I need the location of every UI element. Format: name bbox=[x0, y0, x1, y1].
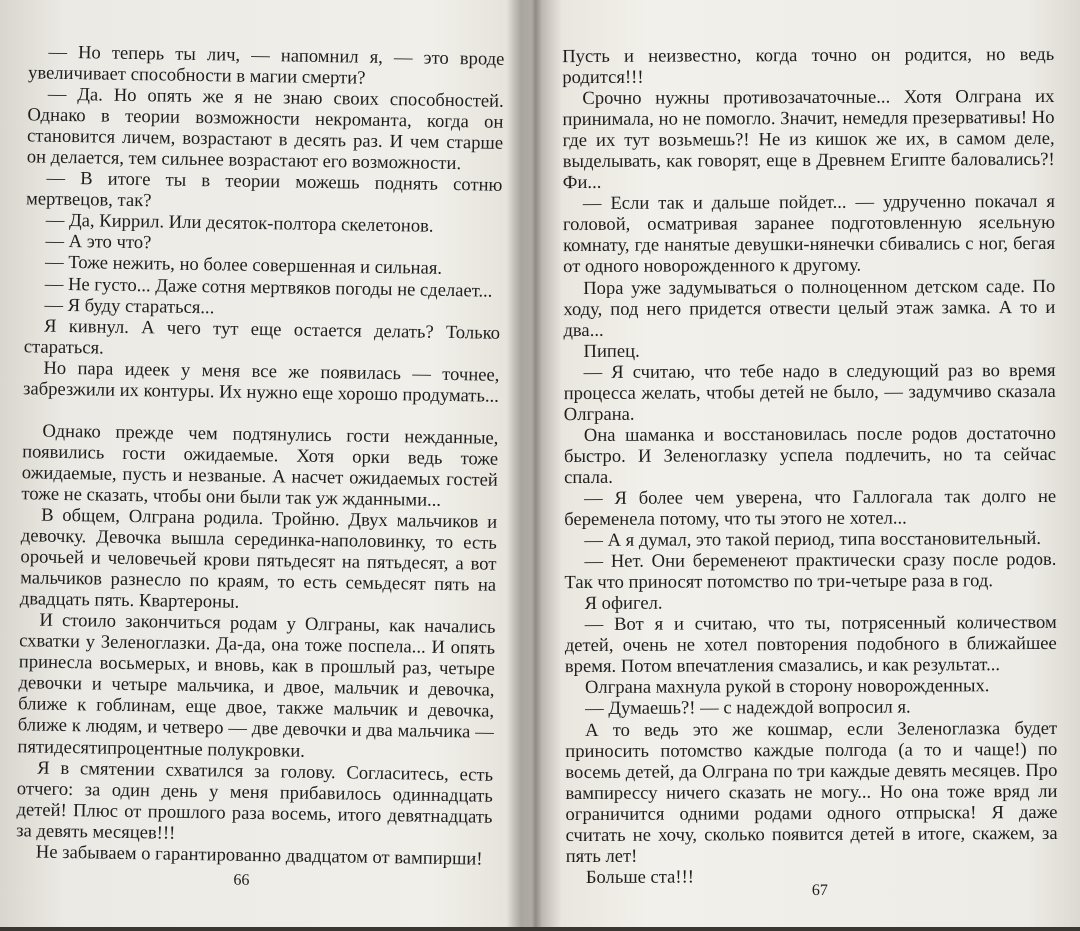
paragraph: Я офигел. bbox=[584, 592, 663, 615]
paragraph: — А я думал, это такой период, типа восстановительный. bbox=[584, 528, 1042, 552]
paragraph: Пора уже задумываться о полноценном детском саде. По ходу, под него придется отвести целый этаж замка. А то и два... bbox=[563, 275, 1056, 341]
paragraph: — Но теперь ты лич, — напомнил я, — это вроде увеличивает способности в магии смерти? bbox=[27, 41, 505, 89]
page-number: 66 bbox=[233, 871, 250, 889]
paragraph: — Да. Но опять же я не знаю своих способностей. Однако в теории возможности некроманта, когда он становится личем, возрастают в десять раз. И чем старше он делается, тем сильнее возрастают его возможности. bbox=[26, 83, 504, 175]
paragraph: — А это что? bbox=[45, 231, 152, 254]
paragraph: В общем, Олграна родила. Тройню. Двух мальчиков и девочку. Девочка вышла серединка-наполовинку, то есть орочьей и человечьей крови пятьдесят на пятьдесят, а вот мальчиков разнесло по краям, то есть семьдесят пять на двадцать пять. Квартероны. bbox=[19, 504, 498, 613]
paragraph: Не забываем о гарантированно двадцатом от вампирши! bbox=[35, 841, 483, 870]
paragraph: Но пара идеек у меня все же появилась — точнее, забрезжили их контуры. Их нужно еще хорошо продумать... bbox=[22, 357, 500, 407]
paragraph: Олграна махнула рукой в сторону новорожденных. bbox=[584, 675, 990, 699]
paragraph: — Тоже нежить, но более совершенная и сильная. bbox=[44, 252, 443, 280]
page-number: 67 bbox=[811, 881, 828, 899]
paragraph: — Вот я и считаю, что ты, потрясенный количеством детей, очень не хотел повторения подобного в ближайшее время. Потом впечатления смазались, и как результат... bbox=[564, 612, 1057, 678]
paragraph: Пипец. bbox=[583, 340, 640, 362]
left-page bbox=[0, 0, 523, 931]
paragraph: И стоило закончиться родам у Олграны, как начались схватки у Зеленоглазки. Да-да, она тоже поспела... И опять принесла восьмерых, и вновь, как в прошлый раз, четыре девочки и четыре мальчика, и двое, мальчик и девочка, ближе к гоблинам, еще двое, также мальчик и девочка, ближе к людям, и четверо — две девочки и два мальчика — пятидесятипроцентные полукровки. bbox=[17, 609, 496, 762]
paragraph: Я кивнул. А чего тут еще остается делать? Только стараться. bbox=[23, 315, 501, 359]
paragraph: — Не густо... Даже сотня мертвяков погоды не сделает... bbox=[44, 273, 493, 302]
left-page-text bbox=[16, 41, 505, 869]
paragraph: — Я буду стараться... bbox=[44, 294, 215, 318]
paragraph: — Я считаю, что тебе надо в следующий раз во время процесса желать, чтобы детей не было, — задумчиво сказала Олграна. bbox=[563, 359, 1056, 425]
paragraph: Однако прежде чем подтянулись гости нежданные, появились гости ожидаемые. Хотя орки ведь тоже ожидаемые, пусть и незваные. А насчет ожидаемых гостей тоже не сказать, чтобы они были так уж жданными... bbox=[21, 420, 499, 511]
paragraph: — Нет. Они беременеют практически сразу после родов. Так что приносят потомство по три-четыре раза в год. bbox=[564, 549, 1057, 594]
paragraph: — Я более чем уверена, что Галлогала так долго не беременела потому, что ты этого не хотел... bbox=[564, 485, 1057, 531]
paragraph: — Думаешь?! — с надеждой вопросил я. bbox=[585, 697, 911, 720]
paragraph: А то ведь это же кошмар, если Зеленоглазка будет приносить потомство каждые полгода (а то и чаще!) по восемь детей, да Олграна по три каждые девять месяцев. Про вампирессу ничего сказать не могу... Но она тоже вряд ли ограничится одними родами одного отпрыска! Я даже считать не хочу, сколько появится детей в итоге, скажем, за пять лет! bbox=[565, 717, 1058, 867]
right-page-text bbox=[562, 44, 1058, 888]
paragraph: Я в смятении схватился за голову. Согласитесь, есть отчего: за один день у меня прибавилось одиннадцать детей! Плюс от прошлого раза восемь, итого девятнадцать за девять месяцев!!! bbox=[16, 757, 494, 844]
paragraph: — Если так и дальше пойдет... — удрученно покачал я головой, осматривая заранее подготовленную ясельную комнату, где нанятые девушки-нянечки сбивались с ног, бегая от одного новорожденного к другому. bbox=[562, 191, 1056, 278]
paragraph: Больше ста!!! bbox=[585, 866, 694, 888]
paragraph: Срочно нужны противозачаточные... Хотя Олграна их принимала, но не помогло. Значит, немедля презервативы! Но где их тут возьмешь?! Не из кишок же их, в самом деле, выделывать, как говорят, еще в Древнем Египте баловались?! Фи... bbox=[562, 86, 1055, 194]
right-page bbox=[534, 0, 1080, 928]
paragraph: — В итоге ты в теории можешь поднять сотню мертвецов, так? bbox=[25, 167, 503, 212]
paragraph: Она шаманка и восстановилась после родов достаточно быстро. И Зеленоглазку успела подлечить, но та сейчас спала. bbox=[563, 422, 1057, 489]
paragraph: — Да, Киррил. Или десяток-полтора скелетонов. bbox=[45, 210, 434, 238]
paragraph: Пусть и неизвестно, когда точно он родится, но ведь родится!!! bbox=[562, 43, 1055, 89]
